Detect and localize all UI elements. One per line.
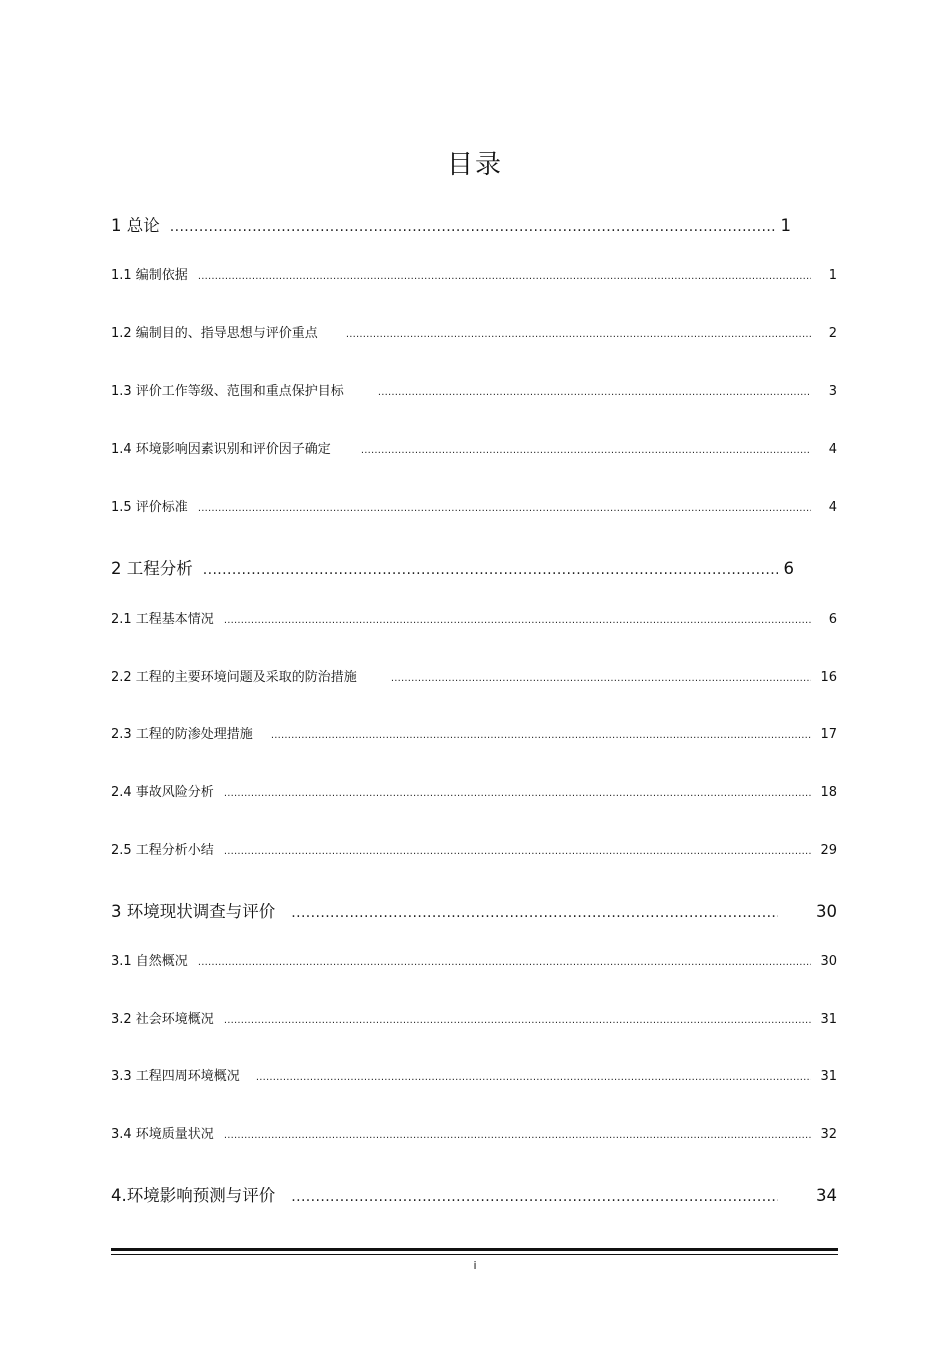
toc-leader-dots [361,445,811,456]
toc-leader-dots [224,615,811,626]
toc-entry-label: 3.2 社会环境概况 [111,1012,214,1027]
toc-entry-page: 29 [820,843,837,858]
toc-entry-page: 4 [828,442,837,457]
toc-entry-page: 4 [828,500,837,515]
toc-leader-dots [198,503,811,514]
toc-entry-label: 3.1 自然概况 [111,954,188,969]
toc-leader-dots [170,219,775,235]
toc-entry-label: 2.1 工程基本情况 [111,612,214,627]
toc-entry-section[interactable] [111,608,837,628]
toc-entry-label: 2.3 工程的防渗处理措施 [111,727,253,742]
toc-entry-page: 30 [816,902,837,921]
toc-entry-label: 1 总论 [111,216,160,235]
toc-entry-page: 17 [820,727,837,742]
footer-rule-thin [111,1254,838,1255]
toc-entry-chapter[interactable] [111,1182,837,1206]
toc-entry-page: 3 [828,384,837,399]
toc-leader-dots [271,730,811,741]
toc-entry-page: 30 [820,954,837,969]
toc-entry-section[interactable] [111,666,837,686]
toc-entry-section[interactable] [111,438,837,458]
toc-entry-label: 4.环境影响预测与评价 [111,1186,276,1205]
toc-entry-page: 6 [783,559,794,578]
toc-entry-section[interactable] [111,264,837,284]
page-number: i [473,1259,477,1272]
toc-leader-dots [198,957,811,968]
toc-leader-dots [224,1130,811,1141]
toc-entry-section[interactable] [111,781,837,801]
toc-entry-section[interactable] [111,380,837,400]
toc-entry-page: 32 [820,1127,837,1142]
toc-entry-label: 1.2 编制目的、指导思想与评价重点 [111,326,318,341]
toc-entry-label: 2.2 工程的主要环境问题及采取的防治措施 [111,670,357,685]
toc-entry-label: 1.4 环境影响因素识别和评价因子确定 [111,442,331,457]
toc-entry-chapter[interactable] [111,555,794,579]
toc-entry-label: 1.1 编制依据 [111,268,188,283]
toc-entry-section[interactable] [111,950,837,970]
toc-entry-page: 31 [820,1069,837,1084]
toc-leader-dots [291,1189,778,1205]
toc-entry-page: 16 [820,670,837,685]
toc-leader-dots [224,788,811,799]
toc-leader-dots [198,271,811,282]
toc-entry-label: 3.3 工程四周环境概况 [111,1069,240,1084]
toc-entry-section[interactable] [111,1123,837,1143]
footer-rule-thick [111,1248,838,1251]
toc-entry-chapter[interactable] [111,898,837,922]
toc-entry-page: 2 [828,326,837,341]
toc-leader-dots [224,846,811,857]
toc-leader-dots [256,1072,811,1083]
toc-entry-label: 2 工程分析 [111,559,193,578]
toc-entry-label: 1.5 评价标准 [111,500,188,515]
toc-entry-page: 6 [828,612,837,627]
toc-entry-section[interactable] [111,496,837,516]
toc-leader-dots [203,562,778,578]
toc-entry-label: 1.3 评价工作等级、范围和重点保护目标 [111,384,344,399]
toc-entry-page: 31 [820,1012,837,1027]
toc-leader-dots [391,673,811,684]
toc-entry-page: 34 [816,1186,837,1205]
toc-leader-dots [346,329,811,340]
toc-entry-label: 2.5 工程分析小结 [111,843,214,858]
toc-leader-dots [224,1015,811,1026]
toc-entry-section[interactable] [111,1008,837,1028]
toc-leader-dots [378,387,811,398]
toc-entry-page: 1 [780,216,791,235]
toc-entry-section[interactable] [111,839,837,859]
toc-leader-dots [291,905,778,921]
toc-entry-label: 2.4 事故风险分析 [111,785,214,800]
toc-entry-chapter[interactable] [111,212,791,236]
toc-entry-label: 3.4 环境质量状况 [111,1127,214,1142]
toc-title: 目录 [446,150,503,180]
toc-entry-label: 3 环境现状调查与评价 [111,902,276,921]
toc-entry-section[interactable] [111,723,837,743]
toc-entry-section[interactable] [111,1065,837,1085]
toc-entry-page: 18 [820,785,837,800]
toc-entry-section[interactable] [111,322,837,342]
toc-entry-page: 1 [828,268,837,283]
